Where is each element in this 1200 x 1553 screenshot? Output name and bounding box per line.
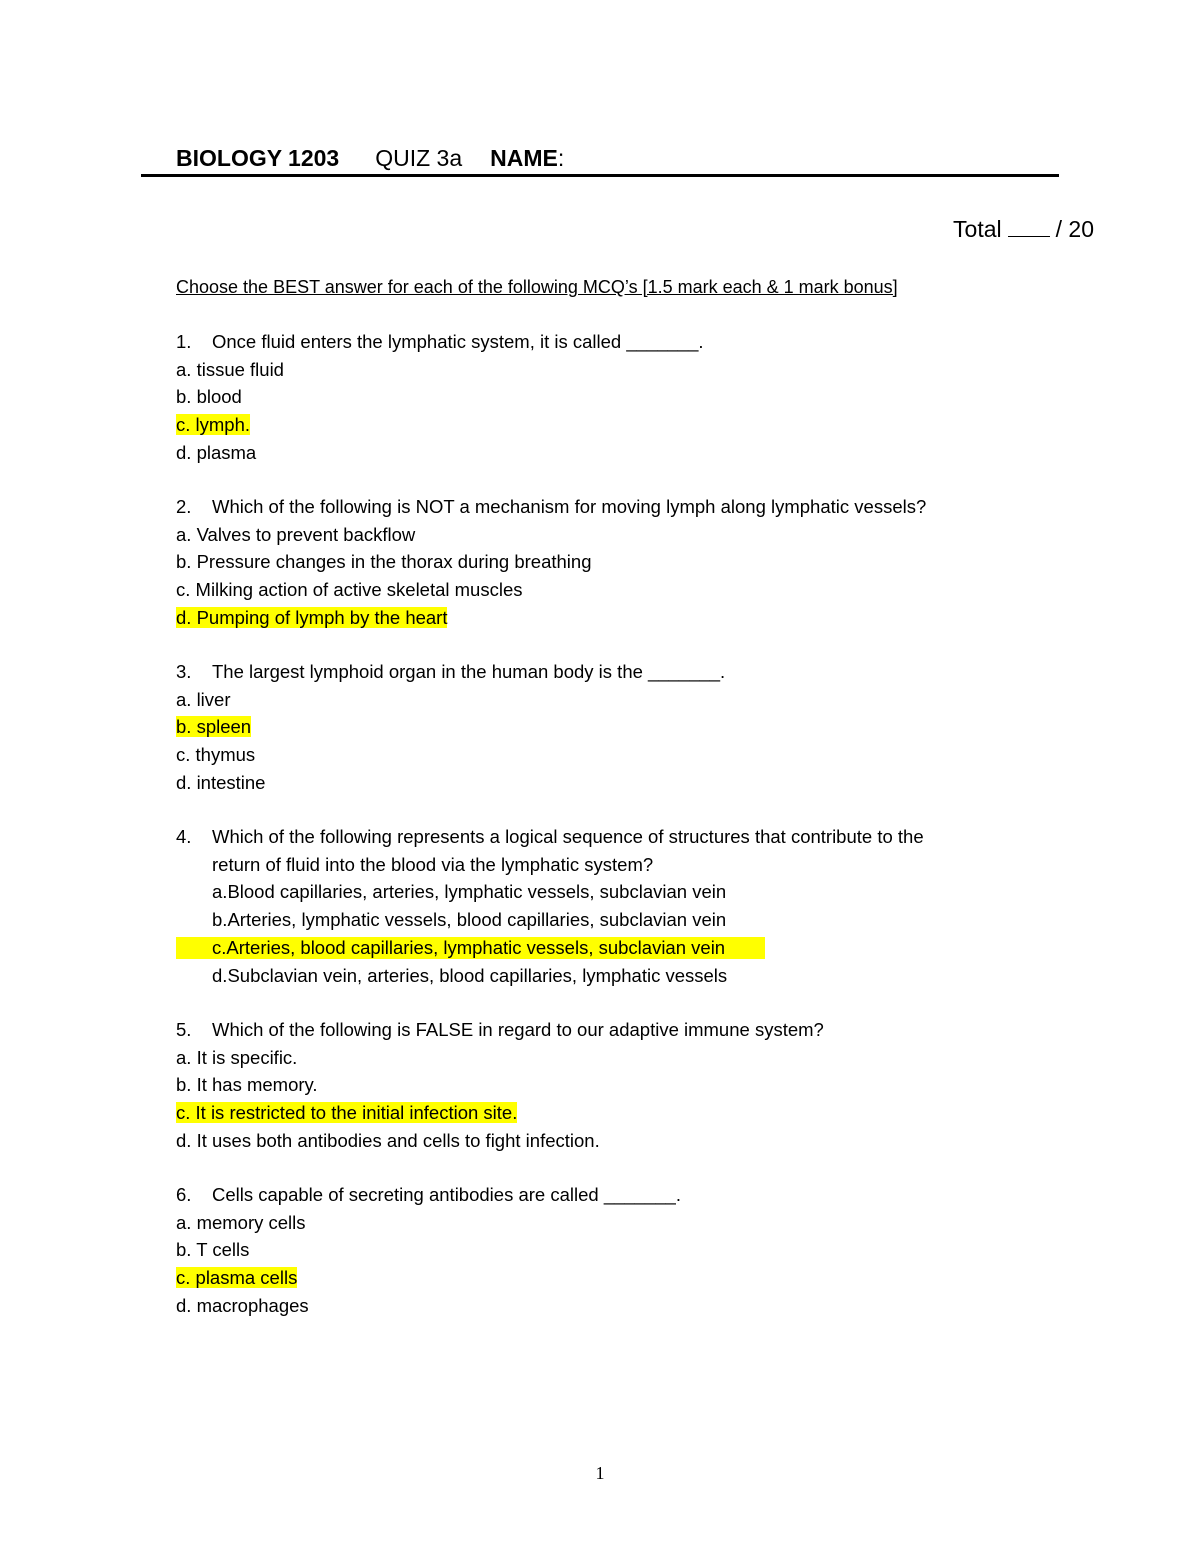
- option-d: d.Subclavian vein, arteries, blood capillaries, lymphatic vessels: [212, 964, 728, 986]
- option-a: a. Valves to prevent backflow: [176, 523, 416, 545]
- question-6: [176, 1181, 1056, 1320]
- option-b: b.Arteries, lymphatic vessels, blood capillaries, subclavian vein: [212, 909, 727, 931]
- option-a: a. It is specific.: [176, 1046, 298, 1068]
- highlighted-answer: c. lymph.: [176, 414, 251, 436]
- quiz-title: QUIZ 3a: [375, 145, 463, 171]
- option-d: d. intestine: [176, 771, 266, 793]
- question-stem: [176, 493, 1056, 521]
- question-number: 6.: [176, 1184, 192, 1205]
- option-c-correct: c.Arteries, blood capillaries, lymphatic vessels, subclavian vein: [176, 934, 1056, 962]
- page-number: 1: [595, 1463, 605, 1483]
- question-text: Cells capable of secreting antibodies are called _______.: [212, 1184, 681, 1205]
- option-d: d. It uses both antibodies and cells to fight infection.: [176, 1129, 600, 1151]
- option-d: d. plasma: [176, 441, 257, 463]
- total-out-of: / 20: [1055, 216, 1094, 242]
- header-divider: [141, 174, 1059, 177]
- question-2: [176, 493, 1056, 632]
- total-score: [953, 214, 1094, 244]
- question-text-line-1: Which of the following represents a logical sequence of structures that contribute to the: [212, 826, 924, 847]
- highlighted-answer: c. plasma cells: [176, 1267, 298, 1289]
- instructions: Choose the BEST answer for each of the following MCQ’s [1.5 mark each & 1 mark bonus]: [176, 277, 898, 297]
- question-text: The largest lymphoid organ in the human body is the _______.: [212, 661, 726, 682]
- question-text: Once fluid enters the lymphatic system, it is called _______.: [212, 331, 704, 352]
- total-label: Total: [953, 216, 1002, 242]
- name-colon: :: [557, 145, 565, 171]
- option-c-correct: [176, 1264, 1056, 1292]
- option-a: a.Blood capillaries, arteries, lymphatic vessels, subclavian vein: [212, 881, 727, 903]
- highlighted-answer: d. Pumping of lymph by the heart: [176, 606, 448, 628]
- highlighted-answer: c. It is restricted to the initial infection site.: [176, 1102, 518, 1124]
- question-4: [176, 823, 1056, 989]
- question-number: 5.: [176, 1019, 192, 1040]
- option-b: b. It has memory.: [176, 1074, 318, 1096]
- question-number: 3.: [176, 661, 192, 682]
- question-number: 4.: [176, 826, 192, 847]
- option-d: d. macrophages: [176, 1294, 309, 1316]
- question-stem: [176, 823, 1056, 878]
- option-a: a. liver: [176, 688, 231, 710]
- course-title: BIOLOGY 1203: [176, 145, 340, 171]
- option-a: a. memory cells: [176, 1211, 306, 1233]
- option-b: b. T cells: [176, 1239, 250, 1261]
- option-c-correct: [176, 411, 1056, 439]
- option-c: c. Milking action of active skeletal muscles: [176, 579, 523, 601]
- question-stem: [176, 1016, 1056, 1044]
- score-blank: [1008, 216, 1050, 237]
- question-5: [176, 1016, 1056, 1155]
- option-a: a. tissue fluid: [176, 358, 284, 380]
- question-stem: [176, 328, 1056, 356]
- option-d-correct: [176, 604, 1056, 632]
- name-label: NAME: [490, 145, 558, 171]
- option-c: c. thymus: [176, 744, 256, 766]
- option-b: b. blood: [176, 386, 242, 408]
- question-text-line-2: return of fluid into the blood via the lymphatic system?: [212, 853, 654, 875]
- question-stem: [176, 658, 1056, 686]
- option-b: b. Pressure changes in the thorax during breathing: [176, 551, 592, 573]
- question-3: [176, 658, 1056, 797]
- highlighted-answer: Arteries, blood capillaries, lymphatic vessels, subclavian vein: [226, 936, 726, 958]
- question-text: Which of the following is NOT a mechanism for moving lymph along lymphatic vessels?: [212, 496, 927, 517]
- highlighted-answer: b. spleen: [176, 716, 252, 738]
- option-b-correct: [176, 713, 1056, 741]
- question-text: Which of the following is FALSE in regard to our adaptive immune system?: [212, 1019, 824, 1040]
- quiz-header: [176, 143, 564, 173]
- question-number: 1.: [176, 331, 192, 352]
- question-stem: [176, 1181, 1056, 1209]
- question-number: 2.: [176, 496, 192, 517]
- option-c-correct: [176, 1099, 1056, 1127]
- question-1: [176, 328, 1056, 467]
